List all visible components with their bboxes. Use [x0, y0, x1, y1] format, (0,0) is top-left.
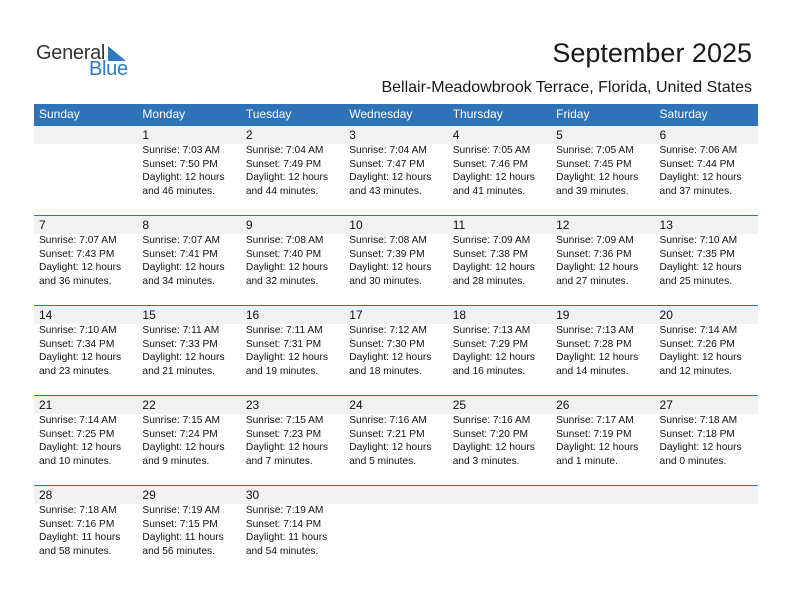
sunset-time: Sunset: 7:41 PM [142, 248, 218, 260]
calendar-day-empty [344, 486, 447, 576]
sunrise-time: Sunrise: 7:03 AM [142, 145, 221, 156]
daylight-minutes: and 27 minutes. [556, 275, 629, 287]
sunset-time: Sunset: 7:23 PM [245, 428, 322, 440]
calendar-day-cell [448, 216, 551, 306]
day-number: 19 [556, 308, 570, 322]
sunrise-time: Sunrise: 7:06 AM [659, 145, 738, 156]
page-title: September 2025 [552, 38, 752, 68]
calendar-day-cell [551, 306, 654, 396]
sunset-time: Sunset: 7:26 PM [659, 338, 735, 350]
sunrise-time: Sunrise: 7:11 AM [245, 325, 323, 336]
daylight-hours: Daylight: 12 hours [556, 442, 639, 453]
day-number: 29 [142, 488, 156, 502]
calendar-day-cell [241, 126, 344, 216]
sun-info [39, 234, 121, 288]
daylight-minutes: and 28 minutes. [452, 275, 526, 287]
calendar-day-cell [34, 216, 137, 306]
calendar-week-row [34, 215, 758, 306]
day-number: 20 [659, 308, 673, 322]
calendar-day-cell [34, 486, 137, 576]
daylight-minutes: and 46 minutes. [142, 185, 215, 197]
calendar-day-empty [551, 486, 654, 576]
daylight-minutes: and 43 minutes. [349, 185, 422, 197]
sun-info [246, 414, 328, 468]
calendar-day-cell [137, 126, 240, 216]
calendar-week-row [34, 395, 758, 486]
daylight-minutes: and 36 minutes. [39, 275, 112, 287]
daylight-minutes: and 41 minutes. [452, 185, 526, 197]
day-number: 3 [349, 128, 356, 142]
weekday-header: Thursday [452, 107, 503, 121]
sun-info [349, 414, 431, 468]
day-number: 10 [349, 218, 363, 232]
daylight-hours: Daylight: 12 hours [142, 172, 225, 183]
day-number: 22 [142, 398, 156, 412]
sunrise-time: Sunrise: 7:19 AM [142, 505, 221, 516]
sunset-time: Sunset: 7:24 PM [142, 428, 218, 440]
location-subtitle: Bellair-Meadowbrook Terrace, Florida, United States [381, 79, 752, 96]
calendar-day-cell [655, 126, 758, 216]
day-number: 14 [39, 308, 53, 322]
sunset-time: Sunset: 7:49 PM [245, 158, 322, 170]
calendar-day-cell [344, 306, 447, 396]
day-number: 28 [39, 488, 53, 502]
day-number: 23 [245, 398, 260, 412]
calendar-day-empty [448, 486, 551, 576]
sun-info [142, 144, 224, 198]
daylight-hours: Daylight: 12 hours [659, 262, 742, 273]
daylight-hours: Daylight: 12 hours [452, 352, 535, 363]
day-number: 11 [452, 218, 466, 232]
day-number: 13 [659, 218, 673, 232]
calendar-day-cell [655, 216, 758, 306]
daylight-hours: Daylight: 12 hours [452, 172, 535, 183]
calendar-day-empty [655, 486, 758, 576]
sun-info [453, 324, 535, 378]
daylight-minutes: and 18 minutes. [349, 365, 422, 377]
daylight-hours: Daylight: 12 hours [39, 352, 122, 363]
calendar-day-cell [551, 396, 654, 486]
day-number: 6 [659, 128, 667, 142]
daylight-hours: Daylight: 11 hours [245, 532, 328, 543]
daylight-hours: Daylight: 12 hours [659, 172, 742, 183]
daylight-hours: Daylight: 12 hours [452, 442, 535, 453]
day-number: 26 [556, 398, 570, 412]
daylight-minutes: and 44 minutes. [245, 185, 319, 197]
sunset-time: Sunset: 7:50 PM [142, 158, 218, 170]
sunset-time: Sunset: 7:34 PM [39, 338, 115, 350]
daylight-hours: Daylight: 12 hours [39, 262, 122, 273]
daylight-minutes: and 19 minutes. [245, 365, 319, 377]
sunrise-time: Sunrise: 7:07 AM [142, 235, 221, 246]
daylight-hours: Daylight: 12 hours [659, 442, 742, 453]
sun-info [660, 234, 742, 288]
daylight-minutes: and 12 minutes. [659, 365, 733, 377]
sunrise-time: Sunrise: 7:07 AM [39, 235, 117, 246]
sunrise-time: Sunrise: 7:04 AM [245, 145, 324, 156]
sunrise-time: Sunrise: 7:14 AM [659, 325, 738, 336]
daylight-hours: Daylight: 12 hours [142, 352, 225, 363]
sunrise-time: Sunrise: 7:08 AM [349, 235, 427, 246]
sunset-time: Sunset: 7:30 PM [349, 338, 425, 350]
sunrise-time: Sunrise: 7:12 AM [349, 325, 427, 336]
calendar-day-cell [655, 306, 758, 396]
daylight-hours: Daylight: 12 hours [349, 442, 432, 453]
sun-info [246, 324, 328, 378]
sunset-time: Sunset: 7:43 PM [39, 248, 115, 260]
calendar-day-cell [241, 486, 344, 576]
daylight-minutes: and 56 minutes. [142, 545, 215, 557]
sun-info [453, 414, 535, 468]
calendar-day-cell [655, 396, 758, 486]
day-number: 27 [659, 398, 673, 412]
calendar-day-cell [241, 306, 344, 396]
daylight-minutes: and 23 minutes. [39, 365, 112, 377]
calendar-week-row [34, 125, 758, 216]
sunrise-time: Sunrise: 7:17 AM [556, 415, 634, 426]
weekday-header: Tuesday [245, 107, 292, 121]
sunset-time: Sunset: 7:15 PM [142, 518, 218, 530]
sunrise-time: Sunrise: 7:08 AM [245, 235, 324, 246]
sunrise-time: Sunrise: 7:11 AM [142, 325, 220, 336]
sunset-time: Sunset: 7:40 PM [245, 248, 322, 260]
sun-info [246, 504, 327, 558]
sun-info [349, 324, 431, 378]
daylight-minutes: and 34 minutes. [142, 275, 215, 287]
day-number: 8 [142, 218, 150, 232]
daylight-minutes: and 30 minutes. [349, 275, 422, 287]
daylight-minutes: and 21 minutes. [142, 365, 215, 377]
sunset-time: Sunset: 7:46 PM [452, 158, 529, 170]
daylight-minutes: and 39 minutes. [556, 185, 629, 197]
daylight-hours: Daylight: 12 hours [142, 442, 225, 453]
daylight-hours: Daylight: 12 hours [142, 262, 225, 273]
daylight-hours: Daylight: 12 hours [349, 352, 432, 363]
day-number: 5 [556, 128, 563, 142]
calendar-day-cell [344, 216, 447, 306]
calendar-week-row [34, 485, 758, 576]
sun-info [660, 414, 742, 468]
daylight-minutes: and 5 minutes. [349, 455, 417, 467]
sun-info [453, 234, 535, 288]
sunset-time: Sunset: 7:18 PM [659, 428, 735, 440]
day-number: 4 [452, 128, 460, 142]
sunrise-time: Sunrise: 7:18 AM [659, 415, 738, 426]
sun-info [556, 234, 638, 288]
calendar-day-cell [34, 306, 137, 396]
sunset-time: Sunset: 7:31 PM [245, 338, 322, 350]
sunset-time: Sunset: 7:19 PM [556, 428, 632, 440]
calendar-day-cell [137, 216, 240, 306]
day-number: 12 [556, 218, 570, 232]
sun-info [349, 234, 431, 288]
sunset-time: Sunset: 7:44 PM [659, 158, 735, 170]
calendar-day-cell [137, 306, 240, 396]
brand-logo [36, 42, 146, 82]
sunset-time: Sunset: 7:21 PM [349, 428, 425, 440]
day-number: 30 [245, 488, 260, 502]
daylight-hours: Daylight: 12 hours [245, 172, 328, 183]
sunrise-time: Sunrise: 7:14 AM [39, 415, 117, 426]
daylight-hours: Daylight: 12 hours [349, 172, 432, 183]
sunset-time: Sunset: 7:16 PM [39, 518, 115, 530]
sunset-time: Sunset: 7:33 PM [142, 338, 218, 350]
calendar-day-cell [551, 126, 654, 216]
day-number: 25 [452, 398, 467, 412]
daylight-minutes: and 14 minutes. [556, 365, 629, 377]
weekday-header: Saturday [659, 107, 708, 121]
daylight-minutes: and 37 minutes. [659, 185, 733, 197]
daylight-minutes: and 25 minutes. [659, 275, 733, 287]
daylight-minutes: and 54 minutes. [245, 545, 319, 557]
daylight-hours: Daylight: 12 hours [245, 262, 328, 273]
daylight-minutes: and 10 minutes. [39, 455, 112, 467]
sunrise-time: Sunrise: 7:09 AM [452, 235, 531, 246]
calendar-day-empty [34, 126, 137, 216]
sun-info [556, 144, 638, 198]
logo-text-general: General [36, 42, 106, 64]
calendar-day-cell [551, 216, 654, 306]
weekday-header: Friday [556, 107, 590, 121]
sunrise-time: Sunrise: 7:04 AM [349, 145, 427, 156]
calendar-week-row [34, 305, 758, 396]
sun-info [39, 324, 121, 378]
day-number: 1 [142, 128, 150, 142]
weekday-header-row [34, 104, 758, 125]
daylight-minutes: and 32 minutes. [245, 275, 319, 287]
sun-info [39, 414, 121, 468]
sun-info [39, 504, 120, 558]
sunrise-time: Sunrise: 7:05 AM [556, 145, 634, 156]
daylight-hours: Daylight: 12 hours [659, 352, 742, 363]
day-number: 24 [349, 398, 363, 412]
sunset-time: Sunset: 7:14 PM [245, 518, 322, 530]
sunrise-time: Sunrise: 7:18 AM [39, 505, 117, 516]
sunset-time: Sunset: 7:28 PM [556, 338, 632, 350]
calendar-day-cell [137, 486, 240, 576]
weekday-header: Sunday [39, 107, 80, 121]
daylight-hours: Daylight: 12 hours [556, 352, 639, 363]
sunrise-time: Sunrise: 7:05 AM [452, 145, 531, 156]
sun-info [142, 414, 224, 468]
daylight-hours: Daylight: 12 hours [556, 262, 639, 273]
calendar-day-cell [137, 396, 240, 486]
calendar-day-cell [344, 126, 447, 216]
calendar-day-cell [241, 216, 344, 306]
sun-info [142, 234, 224, 288]
daylight-hours: Daylight: 12 hours [39, 442, 122, 453]
sunset-time: Sunset: 7:36 PM [556, 248, 632, 260]
daylight-minutes: and 9 minutes. [142, 455, 210, 467]
weekday-header: Wednesday [349, 107, 413, 121]
day-number: 16 [245, 308, 260, 322]
sunrise-time: Sunrise: 7:10 AM [39, 325, 117, 336]
daylight-hours: Daylight: 12 hours [349, 262, 432, 273]
day-number: 21 [39, 398, 53, 412]
daylight-hours: Daylight: 12 hours [556, 172, 639, 183]
calendar-day-cell [34, 396, 137, 486]
sunrise-time: Sunrise: 7:16 AM [349, 415, 427, 426]
day-number: 2 [245, 128, 253, 142]
calendar-day-cell [344, 396, 447, 486]
sun-info [142, 324, 224, 378]
sun-info [660, 144, 742, 198]
daylight-minutes: and 1 minute. [556, 455, 618, 467]
sun-info [556, 324, 638, 378]
sunrise-time: Sunrise: 7:10 AM [659, 235, 738, 246]
daylight-hours: Daylight: 11 hours [142, 532, 224, 543]
sunrise-time: Sunrise: 7:16 AM [452, 415, 531, 426]
calendar-day-cell [448, 126, 551, 216]
daylight-minutes: and 3 minutes. [452, 455, 520, 467]
day-number: 18 [452, 308, 467, 322]
sunset-time: Sunset: 7:38 PM [452, 248, 529, 260]
sunrise-time: Sunrise: 7:19 AM [245, 505, 324, 516]
sun-info [142, 504, 223, 558]
calendar-day-cell [448, 396, 551, 486]
daylight-minutes: and 0 minutes. [659, 455, 727, 467]
weekday-header: Monday [142, 107, 186, 121]
sunrise-time: Sunrise: 7:15 AM [142, 415, 221, 426]
sunrise-time: Sunrise: 7:15 AM [245, 415, 324, 426]
daylight-hours: Daylight: 12 hours [245, 352, 328, 363]
sunrise-time: Sunrise: 7:13 AM [556, 325, 634, 336]
daylight-hours: Daylight: 11 hours [39, 532, 121, 543]
sun-info [556, 414, 638, 468]
sunset-time: Sunset: 7:29 PM [452, 338, 529, 350]
sunset-time: Sunset: 7:20 PM [452, 428, 529, 440]
sunrise-time: Sunrise: 7:13 AM [452, 325, 531, 336]
calendar-day-cell [241, 396, 344, 486]
sunset-time: Sunset: 7:39 PM [349, 248, 425, 260]
day-number: 15 [142, 308, 156, 322]
day-number: 7 [39, 218, 46, 232]
calendar-day-cell [448, 306, 551, 396]
day-number: 9 [245, 218, 253, 232]
logo-text-blue: Blue [89, 58, 128, 80]
daylight-minutes: and 7 minutes. [245, 455, 313, 467]
sun-info [453, 144, 535, 198]
sunset-time: Sunset: 7:45 PM [556, 158, 632, 170]
sun-info [246, 144, 328, 198]
sun-info [660, 324, 742, 378]
sunset-time: Sunset: 7:35 PM [659, 248, 735, 260]
day-number: 17 [349, 308, 363, 322]
sunrise-time: Sunrise: 7:09 AM [556, 235, 634, 246]
daylight-minutes: and 58 minutes. [39, 545, 112, 557]
sun-info [246, 234, 328, 288]
sunset-time: Sunset: 7:47 PM [349, 158, 425, 170]
daylight-hours: Daylight: 12 hours [245, 442, 328, 453]
daylight-hours: Daylight: 12 hours [452, 262, 535, 273]
sunset-time: Sunset: 7:25 PM [39, 428, 115, 440]
sun-info [349, 144, 431, 198]
daylight-minutes: and 16 minutes. [452, 365, 526, 377]
